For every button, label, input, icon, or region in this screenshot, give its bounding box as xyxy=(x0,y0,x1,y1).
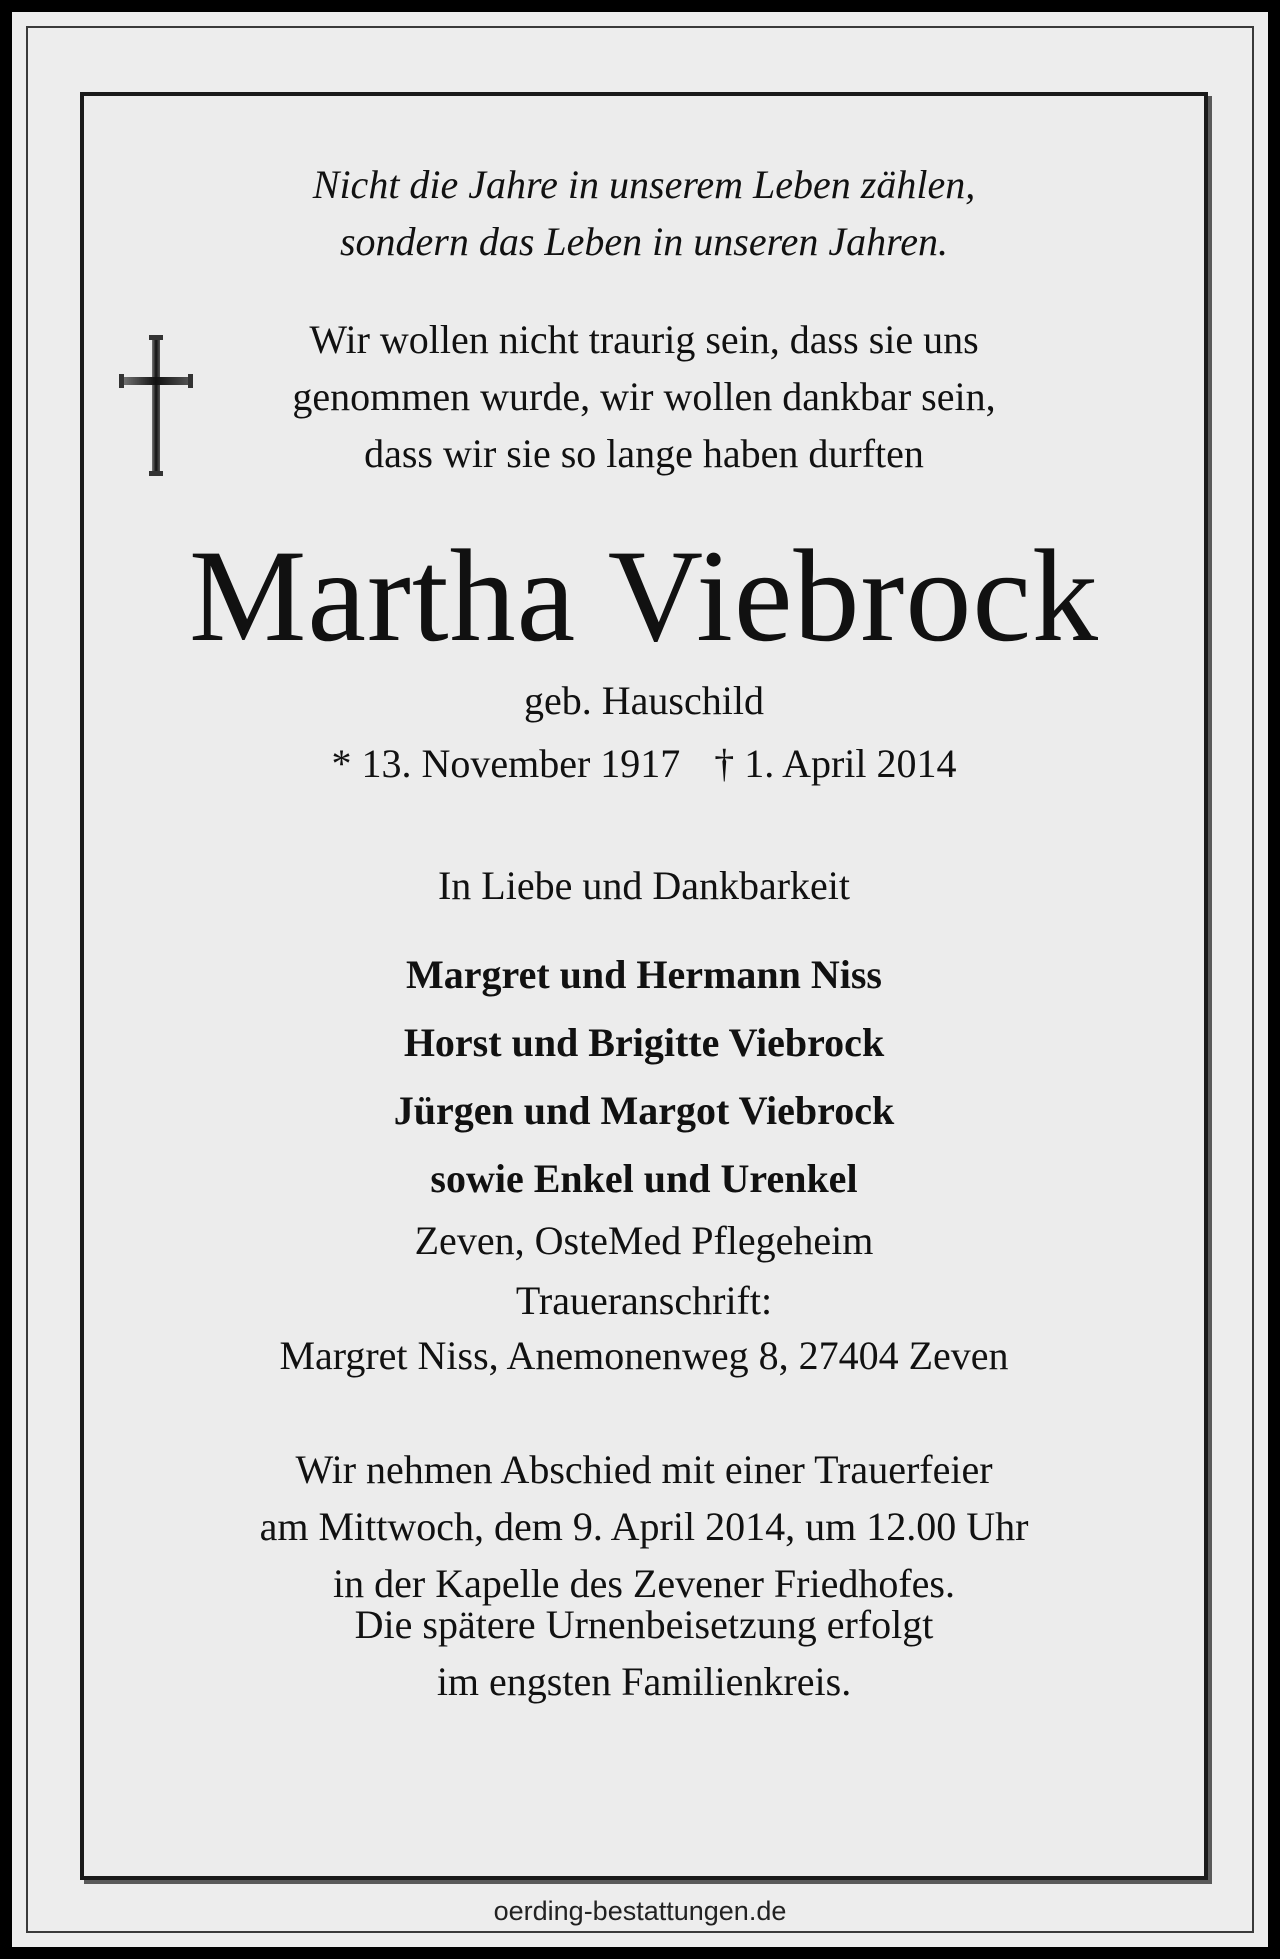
place: Zeven, OsteMed Pflegeheim xyxy=(414,1218,874,1263)
motto xyxy=(84,156,1204,270)
birth-date: * 13. November 1917 xyxy=(331,741,681,786)
death-date: † 1. April 2014 xyxy=(714,741,957,786)
page-frame xyxy=(12,12,1268,1947)
verse-line: Wir wollen nicht traurig sein, dass sie uns xyxy=(309,317,979,362)
footer-website: oerding-bestattungen.de xyxy=(493,1896,787,1926)
mourner: sowie Enkel und Urenkel xyxy=(430,1156,858,1201)
verse xyxy=(84,311,1204,482)
maiden-name: geb. Hauschild xyxy=(524,678,764,723)
mourning-address: Margret Niss, Anemonenweg 8, 27404 Zeven xyxy=(279,1333,1009,1378)
tribute-line: In Liebe und Dankbarkeit xyxy=(437,863,851,908)
mourners-list xyxy=(84,941,1204,1213)
burial-line: Die spätere Urnenbeisetzung erfolgt xyxy=(354,1602,934,1647)
ceremony-info xyxy=(84,1441,1204,1612)
address-label: Traueranschrift: xyxy=(515,1278,773,1323)
verse-line: genommen wurde, wir wollen dankbar sein, xyxy=(292,374,996,419)
obituary-notice xyxy=(80,92,1208,1880)
burial-info xyxy=(84,1596,1204,1710)
mourner: Horst und Brigitte Viebrock xyxy=(403,1020,885,1065)
mourner: Margret und Hermann Niss xyxy=(406,952,882,997)
deceased-name: Martha Viebrock xyxy=(189,522,1099,669)
ceremony-line: in der Kapelle des Zevener Friedhofes. xyxy=(333,1561,955,1606)
motto-line: Nicht die Jahre in unserem Leben zählen, xyxy=(312,162,976,207)
verse-line: dass wir sie so lange haben durften xyxy=(364,431,924,476)
motto-line: sondern das Leben in unseren Jahren. xyxy=(339,219,949,264)
burial-line: im engsten Familienkreis. xyxy=(436,1659,852,1704)
life-dates xyxy=(84,739,1204,789)
mourner: Jürgen und Margot Viebrock xyxy=(393,1088,895,1133)
ceremony-line: am Mittwoch, dem 9. April 2014, um 12.00 Uhr xyxy=(259,1504,1029,1549)
ceremony-line: Wir nehmen Abschied mit einer Trauerfeier xyxy=(295,1447,993,1492)
